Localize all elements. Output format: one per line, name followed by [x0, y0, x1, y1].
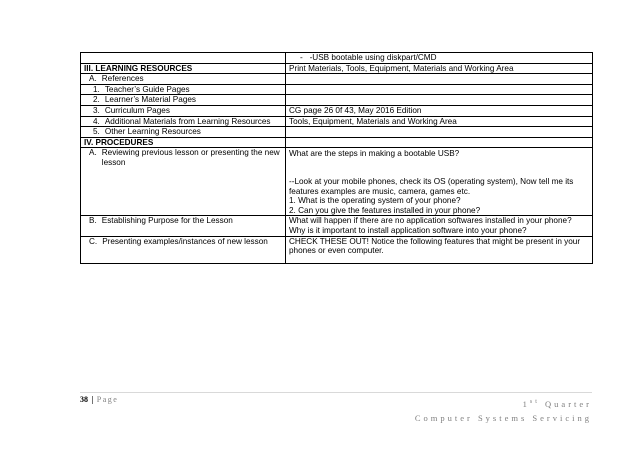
review-question: What are the steps in making a bootable USB? [289, 149, 460, 159]
table-row [81, 53, 593, 64]
table-cell [81, 84, 286, 95]
ref-item-label: Additional Materials from Learning Resources [104, 116, 271, 126]
table-cell [81, 148, 286, 216]
table-row [81, 84, 593, 95]
row-marker: B. [89, 216, 97, 226]
table-row [81, 148, 593, 216]
procedure-label: Reviewing previous lesson or presenting the new lesson [101, 148, 280, 167]
ref-item-value: Tools, Equipment, Materials and Working Area [286, 116, 593, 127]
quarter-number: 1 [522, 398, 530, 409]
usb-item-text: -USB bootable using diskpart/CMD [309, 53, 437, 62]
table-cell [286, 53, 593, 64]
table-row [81, 236, 593, 263]
table-cell [81, 74, 286, 85]
table-cell [286, 137, 593, 148]
review-paragraph: --Look at your mobile phones, check its OS (operating system), Now tell me its features examples are music, camera, games etc. [289, 176, 574, 196]
row-marker: C. [89, 236, 98, 246]
purpose-line-1: What will happen if there are no application softwares installed in your phone? [289, 216, 572, 226]
row-marker: A. [89, 74, 97, 84]
page-separator: | [91, 395, 94, 404]
quarter-word: Quarter [545, 398, 592, 409]
table-row [81, 95, 593, 106]
ref-item-value [286, 84, 593, 95]
ref-item-label: Learner’s Material Pages [104, 95, 197, 105]
row-marker: 4. [93, 116, 100, 126]
learning-resources-value: Print Materials, Tools, Equipment, Materials and Working Area [286, 63, 593, 74]
ref-item-label: Curriculum Pages [104, 105, 170, 115]
ref-item-label: Teacher’s Guide Pages [104, 84, 190, 94]
table-cell [81, 127, 286, 138]
table-row [81, 74, 593, 85]
ref-item-label: Other Learning Resources [104, 127, 201, 137]
ref-item-value: CG page 26 0f 43, May 2016 Edition [286, 105, 593, 116]
learning-resources-heading: III. LEARNING RESOURCES [81, 63, 286, 74]
row-marker: 5. [93, 127, 100, 137]
table-row [81, 63, 593, 74]
table-row [81, 216, 593, 236]
row-marker: 1. [93, 84, 100, 94]
procedure-label: Presenting examples/instances of new lesson [102, 236, 268, 246]
table-row [81, 105, 593, 116]
table-cell [81, 116, 286, 127]
row-marker: A. [89, 148, 97, 158]
procedures-heading: IV. PROCEDURES [81, 137, 286, 148]
ref-item-value [286, 127, 593, 138]
page-number: 38 [80, 395, 88, 404]
row-marker: 2. [93, 95, 100, 105]
table-cell [81, 53, 286, 64]
table-row [81, 137, 593, 148]
page-word: Page [96, 395, 119, 404]
quarter-suffix: st [529, 399, 540, 405]
procedure-label: Establishing Purpose for the Lesson [101, 216, 233, 226]
table-cell [81, 236, 286, 263]
row-marker: 3. [93, 105, 100, 115]
ref-item-value [286, 95, 593, 106]
review-question-1: 1. What is the operating system of your phone? [289, 196, 461, 206]
table-cell [286, 74, 593, 85]
list-dash: - [300, 53, 303, 62]
references-label: References [101, 74, 144, 84]
table-row [81, 116, 593, 127]
purpose-line-2: Why is it important to install application software into your phone? [289, 225, 527, 235]
page-footer-right [415, 395, 592, 425]
table-cell [81, 216, 286, 236]
table-cell [81, 95, 286, 106]
review-question-2: 2. Can you give the features installed in your phone? [289, 205, 481, 215]
table-cell [81, 105, 286, 116]
table-row [81, 127, 593, 138]
table-cell [286, 216, 593, 236]
lesson-plan-table [80, 52, 593, 264]
subject-name: Computer Systems Servicing [414, 412, 592, 423]
footer-divider [80, 392, 592, 393]
examples-text: CHECK THESE OUT! Notice the following features that might be present in your phones or even computer. [286, 236, 593, 263]
table-cell [286, 148, 593, 216]
page-footer-left [80, 395, 118, 404]
